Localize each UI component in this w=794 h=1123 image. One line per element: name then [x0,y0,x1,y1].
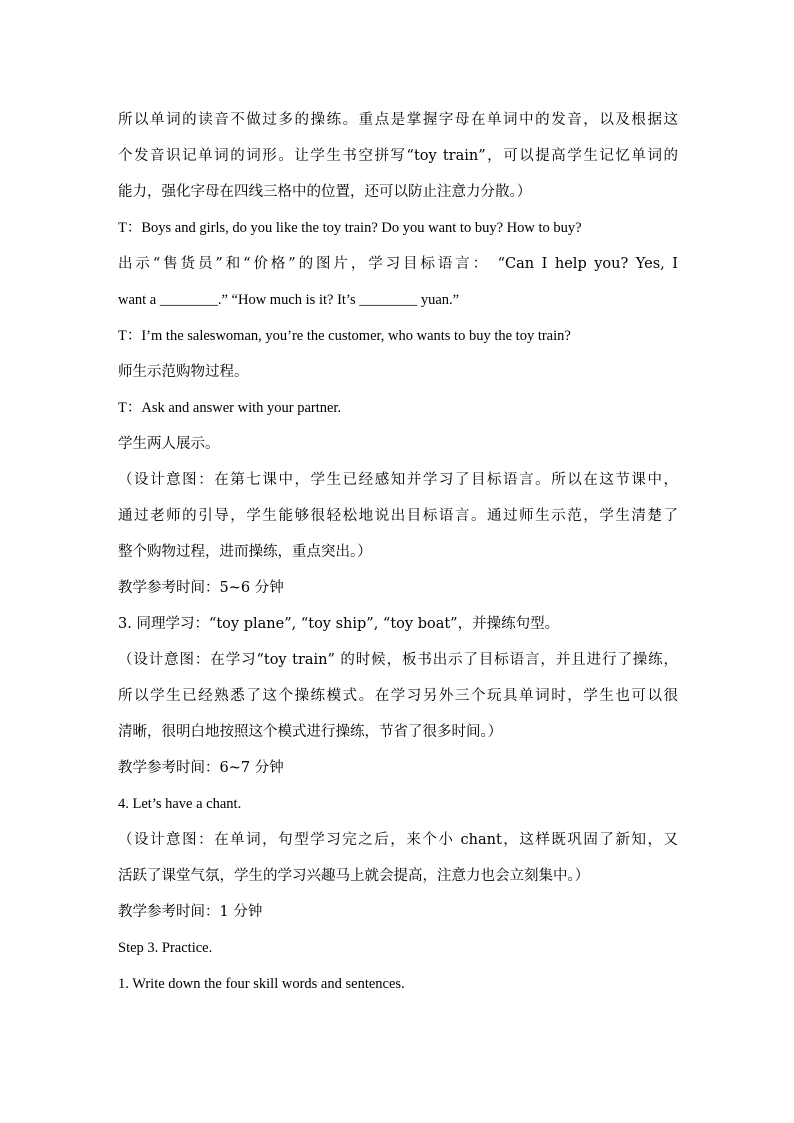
paragraph-line: 学生两人展示。 [118,436,220,452]
paragraph-line: 所以单词的读音不做过多的操练。重点是掌握字母在单词中的发音，以及根据这 [118,112,678,128]
step-item: 1. Write down the four skill words and sentences. [118,976,405,992]
design-intent-line: （设计意图：在单词，句型学习完之后，来个小 chant，这样既巩固了新知，又 [118,832,678,848]
step-item: 4. Let’s have a chant. [118,796,242,812]
paragraph-line: 能力，强化字母在四线三格中的位置，还可以防止注意力分散。） [118,184,532,200]
paragraph-line: 师生示范购物过程。 [118,364,249,380]
design-intent-line: 所以学生已经熟悉了这个操练模式。在学习另外三个玩具单词时，学生也可以很 [118,688,678,704]
dialogue-line: T：I’m the saleswoman, you’re the customer, who wants to buy the toy train? [118,328,571,344]
design-intent-line: （设计意图：在学习“toy train” 的时候，板书出示了目标语言，并且进行了操练， [118,652,678,668]
dialogue-line: T：Ask and answer with your partner. [118,400,342,416]
dialogue-line: T：Boys and girls, do you like the toy train? Do you want to buy? How to buy? [118,220,582,236]
design-intent-line: （设计意图：在第七课中，学生已经感知并学习了目标语言。所以在这节课中， [118,472,678,488]
design-intent-line: 整个购物过程，进而操练，重点突出。） [118,544,372,560]
step-heading: Step 3. Practice. [118,940,213,956]
reference-time: 教学参考时间：1 分钟 [118,904,263,920]
reference-time: 教学参考时间：5~6 分钟 [118,580,284,596]
dialogue-line: want a ________.” “How much is it? It’s ________ yuan.” [118,292,460,308]
step-item: 3. 同理学习：“toy plane”, “toy ship”, “toy boat”，并操练句型。 [118,616,560,632]
paragraph-line: 个发音识记单词的词形。让学生书空拼写“toy train”，可以提高学生记忆单词的 [118,148,678,164]
paragraph-line: 出示“售货员”和“价格”的图片，学习目标语言： “Can I help you? Yes, I [118,256,678,272]
design-intent-line: 清晰，很明白地按照这个模式进行操练，节省了很多时间。） [118,724,503,740]
reference-time: 教学参考时间：6~7 分钟 [118,760,284,776]
design-intent-line: 活跃了课堂气氛，学生的学习兴趣马上就会提高，注意力也会立刻集中。） [118,868,590,884]
design-intent-line: 通过老师的引导，学生能够很轻松地说出目标语言。通过师生示范，学生清楚了 [118,508,678,524]
